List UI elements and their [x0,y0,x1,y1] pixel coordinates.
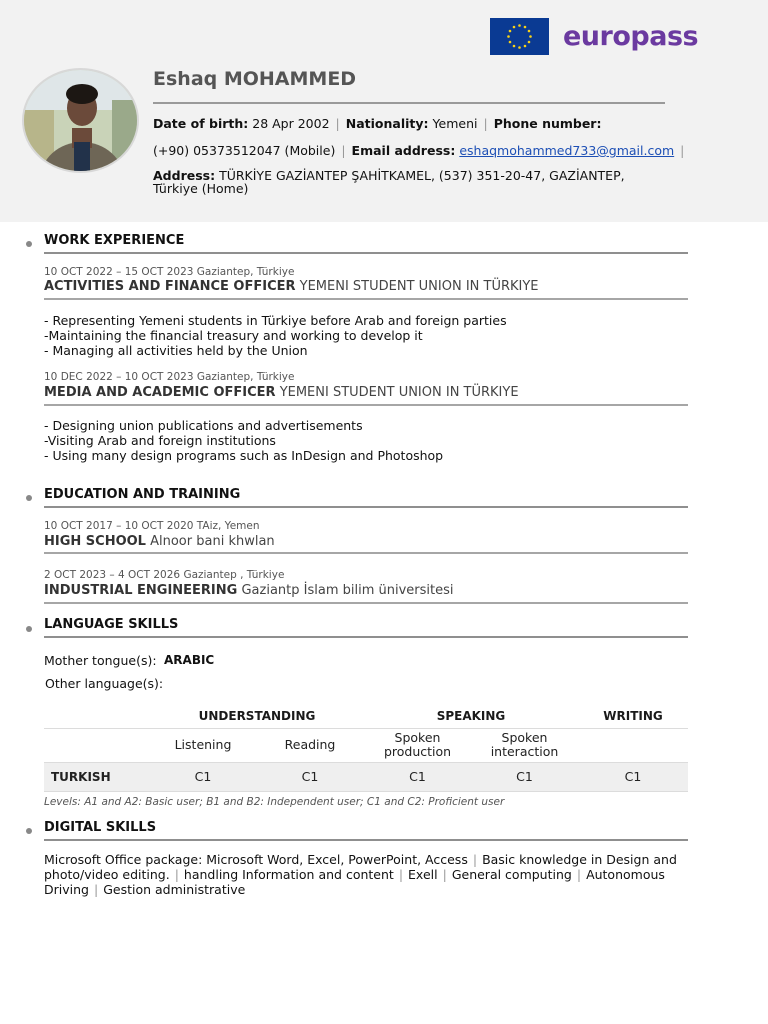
separator: | [93,882,99,897]
language-table [44,704,688,792]
subheader-blank [44,728,150,762]
job-line: -Visiting Arab and foreign institutions [44,433,276,448]
separator: | [174,867,179,882]
separator: | [472,852,478,867]
job-line: - Using many design programs such as InDesign and Photoshop [44,448,444,463]
language-section [44,617,688,638]
skill-item: General computing [451,867,572,882]
job-role: MEDIA AND ACADEMIC OFFICER [44,385,276,400]
mother-tongue-label: Mother tongue(s): [44,653,157,668]
level-spoken-interaction: C1 [471,762,578,791]
name-divider [153,102,665,104]
separator: | [680,143,685,158]
level-spoken-production: C1 [364,762,471,791]
phone-label: Phone number: [493,116,602,131]
job-meta: 10 OCT 2022 – 15 OCT 2023 Gaziantep, Türkiye [44,266,295,278]
job-line: - Designing union publications and advertisements [44,418,363,433]
separator: | [483,116,488,131]
education-divider [44,552,688,554]
section-divider [44,252,688,254]
education-section [44,487,688,508]
email-link[interactable]: eshaqmohammed733@gmail.com [459,143,675,158]
education-title [44,534,688,549]
job-divider [44,298,688,300]
logo-text: europass [563,21,699,52]
level-listening: C1 [150,762,256,791]
skill-item: Microsoft Office package: Microsoft Word, Excel, PowerPoint, Access [44,852,468,867]
separator: | [335,116,340,131]
job-role: ACTIVITIES AND FINANCE OFFICER [44,279,296,294]
job-line: - Representing Yemeni students in Türkiye before Arab and foreign parties [44,313,507,328]
education-degree: HIGH SCHOOL [44,534,146,549]
job-divider [44,404,688,406]
language-name: TURKISH [44,762,150,791]
section-title: WORK EXPERIENCE [44,233,185,248]
separator: | [341,143,346,158]
nationality-label: Nationality: [345,116,429,131]
address-line-1: TÜRKİYE GAZİANTEP ŞAHİTKAMEL, (537) 351-20-47, GAZİANTEP, [219,168,625,183]
section-title: EDUCATION AND TRAINING [44,487,241,502]
job-meta: 10 DEC 2022 – 10 OCT 2023 Gaziantep, Türkiye [44,371,295,383]
separator: | [398,867,404,882]
skill-item: Autonomous Driving [44,867,665,897]
section-title: DIGITAL SKILLS [44,820,157,835]
header-blank [44,704,150,728]
job-title [44,279,688,294]
education-school: Gaziantp İslam bilim üniversitesi [241,583,454,598]
job-description [44,418,443,463]
address-label: Address: [153,168,216,183]
section-bullet [26,241,32,247]
separator: | [576,867,582,882]
education-title [44,583,688,598]
table-header-row [44,704,688,728]
education-divider [44,602,688,604]
skill-item: Basic knowledge in Design and photo/video editing. [44,852,677,882]
subheader-blank [578,728,688,762]
education-school: Alnoor bani khwlan [150,534,275,549]
section-title: LANGUAGE SKILLS [44,617,179,632]
address-line-2: Türkiye (Home) [153,181,249,196]
digital-skills-section [44,820,688,841]
work-experience-section [44,233,688,254]
address-block [153,169,625,195]
avatar [22,68,139,173]
personal-info-line-1 [153,116,601,131]
section-bullet [26,828,32,834]
subheader-reading: Reading [256,728,364,762]
section-bullet [26,626,32,632]
job-title [44,385,688,400]
job-line: -Maintaining the financial treasury and working to develop it [44,328,423,343]
levels-note: Levels: A1 and A2: Basic user; B1 and B2: Independent user; C1 and C2: Proficient user [44,796,505,808]
education-meta: 2 OCT 2023 – 4 OCT 2026 Gaziantep , Türkiye [44,569,285,581]
skill-item: Gestion administrative [103,882,246,897]
education-degree: INDUSTRIAL ENGINEERING [44,583,238,598]
job-org: YEMENI STUDENT UNION IN TÜRKIYE [279,385,519,400]
person-name: Eshaq MOHAMMED [153,68,357,90]
separator: | [442,867,447,882]
subheader-listening: Listening [150,728,256,762]
digital-skills-list [44,852,684,897]
job-description [44,313,507,358]
job-line: - Managing all activities held by the Union [44,343,308,358]
education-meta: 10 OCT 2017 – 10 OCT 2020 TAiz, Yemen [44,520,260,532]
header-speaking: SPEAKING [364,704,578,728]
subheader-spoken-production: Spoken production [364,728,471,762]
other-languages-label: Other language(s): [45,676,164,691]
subheader-spoken-interaction: Spoken interaction [471,728,578,762]
skill-item: Exell [408,867,438,882]
job-org: YEMENI STUDENT UNION IN TÜRKIYE [299,279,539,294]
dob-label: Date of birth: [153,116,249,131]
header-understanding: UNDERSTANDING [150,704,364,728]
personal-info-line-2 [153,143,690,158]
dob-value: 28 Apr 2002 [252,116,330,131]
level-writing: C1 [578,762,688,791]
nationality-value: Yemeni [432,116,478,131]
skill-item: handling Information and content [183,867,394,882]
section-divider [44,506,688,508]
table-subheader-row [44,728,688,762]
section-divider [44,636,688,638]
email-label: Email address: [351,143,456,158]
phone-value: (+90) 05373512047 (Mobile) [153,143,336,158]
section-bullet [26,495,32,501]
europass-logo [490,18,698,55]
section-divider [44,839,688,841]
mother-tongue-value: ARABIC [164,653,215,667]
eu-flag-icon [490,18,549,55]
header-writing: WRITING [578,704,688,728]
level-reading: C1 [256,762,364,791]
table-row [44,762,688,791]
